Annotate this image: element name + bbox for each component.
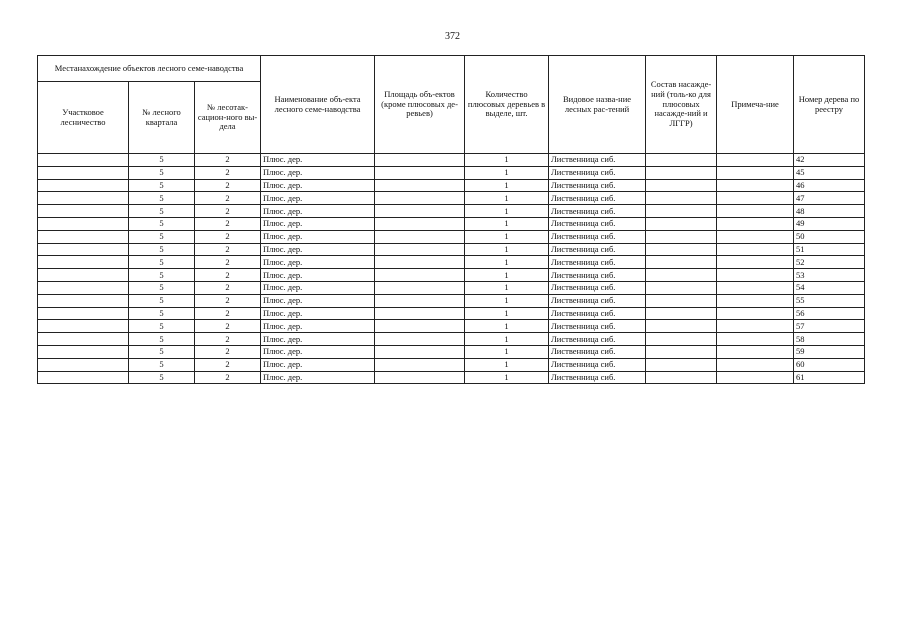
cell-registry-no: 57 — [794, 320, 865, 333]
cell-tree-count: 1 — [465, 358, 549, 371]
cell-area — [375, 345, 465, 358]
cell-object-name: Плюс. дер. — [261, 281, 375, 294]
cell-composition — [646, 217, 717, 230]
cell-species: Лиственница сиб. — [549, 333, 646, 346]
cell-tree-count: 1 — [465, 256, 549, 269]
cell-notes — [717, 205, 794, 218]
cell-compartment: 2 — [195, 345, 261, 358]
cell-notes — [717, 269, 794, 282]
cell-species: Лиственница сиб. — [549, 345, 646, 358]
cell-species: Лиственница сиб. — [549, 154, 646, 167]
cell-species: Лиственница сиб. — [549, 294, 646, 307]
cell-forestry — [38, 217, 129, 230]
header-composition: Состав насажде-ний (толь-ко для плюсовых насажде-ний и ЛГГР) — [646, 56, 717, 154]
cell-object-name: Плюс. дер. — [261, 307, 375, 320]
header-tree-count: Количество плюсовых деревьев в выделе, шт. — [465, 56, 549, 154]
cell-area — [375, 333, 465, 346]
cell-composition — [646, 345, 717, 358]
cell-forestry — [38, 358, 129, 371]
cell-registry-no: 47 — [794, 192, 865, 205]
table-row — [38, 205, 865, 218]
cell-composition — [646, 192, 717, 205]
cell-compartment: 2 — [195, 371, 261, 384]
table-row — [38, 294, 865, 307]
cell-area — [375, 307, 465, 320]
cell-notes — [717, 333, 794, 346]
cell-tree-count: 1 — [465, 217, 549, 230]
cell-object-name: Плюс. дер. — [261, 179, 375, 192]
cell-notes — [717, 345, 794, 358]
cell-composition — [646, 294, 717, 307]
cell-tree-count: 1 — [465, 281, 549, 294]
header-area: Площадь объ-ектов (кроме плюсовых де-ревьев) — [375, 56, 465, 154]
cell-compartment: 2 — [195, 205, 261, 218]
cell-tree-count: 1 — [465, 166, 549, 179]
cell-object-name: Плюс. дер. — [261, 230, 375, 243]
cell-object-name: Плюс. дер. — [261, 217, 375, 230]
cell-compartment: 2 — [195, 154, 261, 167]
cell-quarter: 5 — [129, 179, 195, 192]
cell-composition — [646, 358, 717, 371]
cell-composition — [646, 333, 717, 346]
cell-registry-no: 56 — [794, 307, 865, 320]
cell-compartment: 2 — [195, 333, 261, 346]
cell-notes — [717, 358, 794, 371]
cell-forestry — [38, 166, 129, 179]
cell-compartment: 2 — [195, 256, 261, 269]
table-row — [38, 333, 865, 346]
cell-object-name: Плюс. дер. — [261, 333, 375, 346]
cell-species: Лиственница сиб. — [549, 371, 646, 384]
cell-tree-count: 1 — [465, 205, 549, 218]
cell-composition — [646, 256, 717, 269]
header-location-group: Местанахождение объектов лесного семе-наводства — [38, 56, 261, 82]
cell-area — [375, 358, 465, 371]
table-row — [38, 345, 865, 358]
cell-notes — [717, 281, 794, 294]
cell-quarter: 5 — [129, 345, 195, 358]
cell-notes — [717, 371, 794, 384]
cell-area — [375, 179, 465, 192]
header-quarter: № лесного квартала — [129, 82, 195, 154]
cell-compartment: 2 — [195, 294, 261, 307]
cell-notes — [717, 230, 794, 243]
cell-registry-no: 54 — [794, 281, 865, 294]
cell-object-name: Плюс. дер. — [261, 345, 375, 358]
table-row — [38, 166, 865, 179]
cell-species: Лиственница сиб. — [549, 281, 646, 294]
page-number: 372 — [445, 31, 460, 42]
cell-notes — [717, 166, 794, 179]
table-body — [38, 154, 865, 384]
cell-notes — [717, 294, 794, 307]
cell-tree-count: 1 — [465, 154, 549, 167]
cell-registry-no: 52 — [794, 256, 865, 269]
cell-quarter: 5 — [129, 192, 195, 205]
cell-forestry — [38, 230, 129, 243]
cell-area — [375, 154, 465, 167]
table-row — [38, 154, 865, 167]
cell-compartment: 2 — [195, 320, 261, 333]
cell-registry-no: 55 — [794, 294, 865, 307]
cell-notes — [717, 307, 794, 320]
cell-registry-no: 58 — [794, 333, 865, 346]
table-row — [38, 217, 865, 230]
cell-area — [375, 166, 465, 179]
header-compartment: № лесотак-сацион-ного вы-дела — [195, 82, 261, 154]
cell-quarter: 5 — [129, 217, 195, 230]
seed-objects-table — [37, 55, 865, 384]
cell-object-name: Плюс. дер. — [261, 269, 375, 282]
cell-quarter: 5 — [129, 205, 195, 218]
cell-species: Лиственница сиб. — [549, 179, 646, 192]
cell-forestry — [38, 179, 129, 192]
cell-composition — [646, 281, 717, 294]
cell-composition — [646, 205, 717, 218]
table-row — [38, 269, 865, 282]
cell-compartment: 2 — [195, 179, 261, 192]
cell-registry-no: 53 — [794, 269, 865, 282]
cell-composition — [646, 243, 717, 256]
cell-tree-count: 1 — [465, 307, 549, 320]
cell-quarter: 5 — [129, 256, 195, 269]
cell-area — [375, 269, 465, 282]
cell-tree-count: 1 — [465, 269, 549, 282]
cell-compartment: 2 — [195, 307, 261, 320]
cell-notes — [717, 243, 794, 256]
cell-notes — [717, 154, 794, 167]
cell-compartment: 2 — [195, 281, 261, 294]
cell-notes — [717, 320, 794, 333]
header-notes: Примеча-ние — [717, 56, 794, 154]
cell-object-name: Плюс. дер. — [261, 166, 375, 179]
cell-registry-no: 49 — [794, 217, 865, 230]
cell-tree-count: 1 — [465, 192, 549, 205]
cell-forestry — [38, 345, 129, 358]
cell-object-name: Плюс. дер. — [261, 154, 375, 167]
cell-compartment: 2 — [195, 243, 261, 256]
cell-tree-count: 1 — [465, 294, 549, 307]
table-row — [38, 243, 865, 256]
cell-quarter: 5 — [129, 166, 195, 179]
cell-object-name: Плюс. дер. — [261, 205, 375, 218]
cell-notes — [717, 179, 794, 192]
cell-quarter: 5 — [129, 269, 195, 282]
cell-composition — [646, 179, 717, 192]
cell-compartment: 2 — [195, 192, 261, 205]
cell-forestry — [38, 333, 129, 346]
cell-area — [375, 294, 465, 307]
cell-forestry — [38, 281, 129, 294]
cell-species: Лиственница сиб. — [549, 166, 646, 179]
cell-compartment: 2 — [195, 230, 261, 243]
cell-notes — [717, 256, 794, 269]
cell-forestry — [38, 256, 129, 269]
cell-quarter: 5 — [129, 307, 195, 320]
cell-registry-no: 59 — [794, 345, 865, 358]
cell-quarter: 5 — [129, 281, 195, 294]
table-row — [38, 281, 865, 294]
cell-registry-no: 46 — [794, 179, 865, 192]
cell-tree-count: 1 — [465, 333, 549, 346]
cell-species: Лиственница сиб. — [549, 320, 646, 333]
cell-area — [375, 371, 465, 384]
cell-quarter: 5 — [129, 320, 195, 333]
cell-compartment: 2 — [195, 217, 261, 230]
cell-composition — [646, 371, 717, 384]
cell-area — [375, 230, 465, 243]
cell-object-name: Плюс. дер. — [261, 358, 375, 371]
cell-object-name: Плюс. дер. — [261, 371, 375, 384]
cell-quarter: 5 — [129, 243, 195, 256]
table-row — [38, 230, 865, 243]
cell-composition — [646, 320, 717, 333]
cell-forestry — [38, 243, 129, 256]
cell-object-name: Плюс. дер. — [261, 294, 375, 307]
cell-species: Лиственница сиб. — [549, 358, 646, 371]
cell-tree-count: 1 — [465, 345, 549, 358]
cell-forestry — [38, 205, 129, 218]
cell-area — [375, 205, 465, 218]
cell-composition — [646, 154, 717, 167]
cell-quarter: 5 — [129, 358, 195, 371]
cell-forestry — [38, 307, 129, 320]
cell-composition — [646, 230, 717, 243]
cell-forestry — [38, 371, 129, 384]
cell-quarter: 5 — [129, 333, 195, 346]
cell-species: Лиственница сиб. — [549, 256, 646, 269]
cell-forestry — [38, 269, 129, 282]
cell-tree-count: 1 — [465, 230, 549, 243]
cell-quarter: 5 — [129, 294, 195, 307]
cell-object-name: Плюс. дер. — [261, 256, 375, 269]
cell-area — [375, 256, 465, 269]
cell-forestry — [38, 294, 129, 307]
header-registry-no: Номер дерева по реестру — [794, 56, 865, 154]
cell-tree-count: 1 — [465, 320, 549, 333]
cell-composition — [646, 307, 717, 320]
table-row — [38, 320, 865, 333]
cell-area — [375, 192, 465, 205]
cell-area — [375, 243, 465, 256]
cell-forestry — [38, 320, 129, 333]
cell-composition — [646, 166, 717, 179]
cell-quarter: 5 — [129, 371, 195, 384]
cell-compartment: 2 — [195, 358, 261, 371]
cell-species: Лиственница сиб. — [549, 269, 646, 282]
cell-quarter: 5 — [129, 154, 195, 167]
cell-registry-no: 45 — [794, 166, 865, 179]
table-row — [38, 256, 865, 269]
cell-species: Лиственница сиб. — [549, 243, 646, 256]
table-row — [38, 307, 865, 320]
cell-quarter: 5 — [129, 230, 195, 243]
header-forestry: Участковое лесничество — [38, 82, 129, 154]
table-row — [38, 192, 865, 205]
cell-forestry — [38, 192, 129, 205]
header-species: Видовое назва-ние лесных рас-тений — [549, 56, 646, 154]
cell-registry-no: 48 — [794, 205, 865, 218]
cell-tree-count: 1 — [465, 243, 549, 256]
cell-object-name: Плюс. дер. — [261, 243, 375, 256]
cell-species: Лиственница сиб. — [549, 230, 646, 243]
cell-species: Лиственница сиб. — [549, 217, 646, 230]
table-row — [38, 371, 865, 384]
cell-registry-no: 51 — [794, 243, 865, 256]
cell-registry-no: 42 — [794, 154, 865, 167]
cell-registry-no: 61 — [794, 371, 865, 384]
cell-tree-count: 1 — [465, 371, 549, 384]
cell-forestry — [38, 154, 129, 167]
cell-area — [375, 217, 465, 230]
cell-object-name: Плюс. дер. — [261, 320, 375, 333]
cell-registry-no: 60 — [794, 358, 865, 371]
table-row — [38, 358, 865, 371]
cell-compartment: 2 — [195, 166, 261, 179]
table-header — [38, 56, 865, 154]
cell-notes — [717, 192, 794, 205]
cell-area — [375, 320, 465, 333]
cell-composition — [646, 269, 717, 282]
cell-species: Лиственница сиб. — [549, 192, 646, 205]
cell-object-name: Плюс. дер. — [261, 192, 375, 205]
table-row — [38, 179, 865, 192]
header-object-name: Наименование объ-екта лесного семе-наводства — [261, 56, 375, 154]
cell-notes — [717, 217, 794, 230]
cell-registry-no: 50 — [794, 230, 865, 243]
cell-tree-count: 1 — [465, 179, 549, 192]
cell-species: Лиственница сиб. — [549, 307, 646, 320]
cell-species: Лиственница сиб. — [549, 205, 646, 218]
cell-area — [375, 281, 465, 294]
cell-compartment: 2 — [195, 269, 261, 282]
